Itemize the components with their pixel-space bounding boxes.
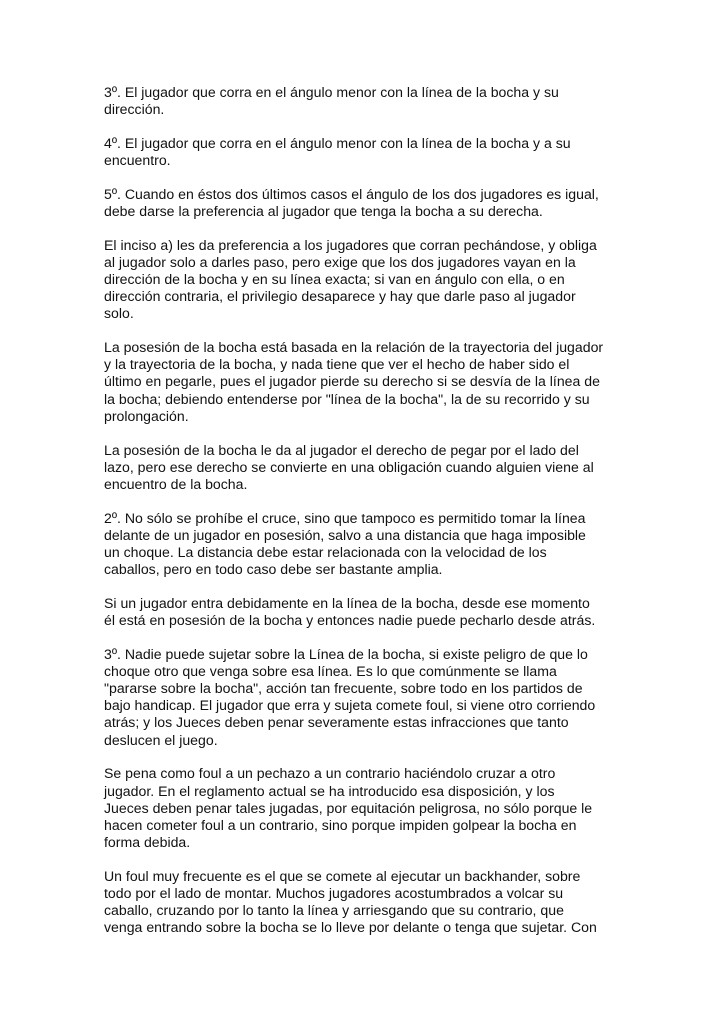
- paragraph: [104, 510, 628, 579]
- text-line: choque otro que venga sobre esa línea. Es lo que comúnmente se llama: [104, 662, 557, 679]
- text-line: venga entrando sobre la bocha se lo lleve por delante o tenga que sujetar. Con: [104, 919, 597, 936]
- text-line: solo.: [104, 305, 134, 322]
- paragraph: [104, 646, 628, 749]
- text-line: bajo handicap. El jugador que erra y sujeta comete foul, si viene otro corriendo: [104, 697, 596, 714]
- document-body: [104, 84, 628, 937]
- text-line: debe darse la preferencia al jugador que tenga la bocha a su derecha.: [104, 202, 543, 219]
- text-line: "pararse sobre la bocha", acción tan frecuente, sobre todo en los partidos de: [104, 680, 583, 697]
- text-line: caballo, cruzando por lo tanto la línea y arriesgando que su contrario, que: [104, 902, 564, 919]
- text-line: 4º. El jugador que corra en el ángulo menor con la línea de la bocha y a su: [104, 134, 571, 151]
- text-line: último en pegarle, pues el jugador pierde su derecho si se desvía de la línea de: [104, 373, 600, 390]
- text-line: un choque. La distancia debe estar relacionada con la velocidad de los: [104, 543, 547, 560]
- text-line: Un foul muy frecuente es el que se comete al ejecutar un backhander, sobre: [104, 867, 581, 884]
- text-line: hacen cometer foul a un contrario, sino porque impiden golpear la bocha en: [104, 816, 577, 833]
- text-line: todo por el lado de montar. Muchos jugadores acostumbrados a volcar su: [104, 884, 564, 901]
- text-line: 2º. No sólo se prohíbe el cruce, sino que tampoco es permitido tomar la línea: [104, 509, 586, 526]
- paragraph: [104, 237, 628, 323]
- text-line: dirección.: [104, 101, 165, 118]
- paragraph: [104, 135, 628, 169]
- paragraph: [104, 339, 628, 425]
- text-line: delante de un jugador en posesión, salvo a una distancia que haga imposible: [104, 526, 586, 543]
- text-line: él está en posesión de la bocha y entonces nadie puede pecharlo desde atrás.: [104, 612, 596, 628]
- document-page: [104, 84, 628, 953]
- text-line: Si un jugador entra debidamente en la línea de la bocha, desde ese momento: [104, 594, 590, 611]
- text-line: deslucen el juego.: [104, 731, 218, 748]
- text-line: La posesión de la bocha está basada en la relación de la trayectoria del jugador: [104, 339, 604, 356]
- paragraph: [104, 186, 628, 220]
- paragraph: [104, 442, 628, 494]
- text-line: forma debida.: [104, 834, 191, 851]
- text-line: El inciso a) les da preferencia a los jugadores que corran pechándose, y obliga: [104, 236, 597, 253]
- text-line: al jugador solo a darles paso, pero exige que los dos jugadores vayan en la: [104, 253, 576, 270]
- text-line: 3º. El jugador que corra en el ángulo menor con la línea de la bocha y su: [104, 84, 559, 100]
- text-line: 5º. Cuando en éstos dos últimos casos el ángulo de los dos jugadores es igual,: [104, 185, 599, 202]
- text-line: encuentro.: [104, 152, 171, 169]
- text-line: la bocha; debiendo entenderse por "línea de la bocha", la de su recorrido y su: [104, 390, 590, 407]
- text-line: atrás; y los Jueces deben penar severamente estas infracciones que tanto: [104, 714, 569, 731]
- text-line: jugador. En el reglamento actual se ha introducido esa disposición, y los: [104, 782, 555, 799]
- paragraph: [104, 595, 628, 629]
- paragraph: [104, 765, 628, 851]
- text-line: La posesión de la bocha le da al jugador el derecho de pegar por el lado del: [104, 441, 579, 458]
- paragraph: [104, 84, 628, 118]
- text-line: y la trayectoria de la bocha, y nada tiene que ver el hecho de haber sido el: [104, 356, 570, 373]
- text-line: 3º. Nadie puede sujetar sobre la Línea de la bocha, si existe peligro de que lo: [104, 645, 588, 662]
- text-line: Jueces deben penar tales jugadas, por equitación peligrosa, no sólo porque le: [104, 799, 593, 816]
- text-line: prolongación.: [104, 407, 189, 424]
- text-line: lazo, pero ese derecho se convierte en una obligación cuando alguien viene al: [104, 458, 594, 475]
- text-line: Se pena como foul a un pechazo a un contrario haciéndolo cruzar a otro: [104, 765, 556, 782]
- text-line: caballos, pero en todo caso debe ser bastante amplia.: [104, 561, 443, 578]
- paragraph: [104, 868, 628, 937]
- text-line: encuentro de la bocha.: [104, 475, 248, 492]
- text-line: dirección contraria, el privilegio desaparece y hay que darle paso al jugador: [104, 288, 576, 305]
- text-line: dirección de la bocha y en su línea exacta; si van en ángulo con ella, o en: [104, 271, 565, 287]
